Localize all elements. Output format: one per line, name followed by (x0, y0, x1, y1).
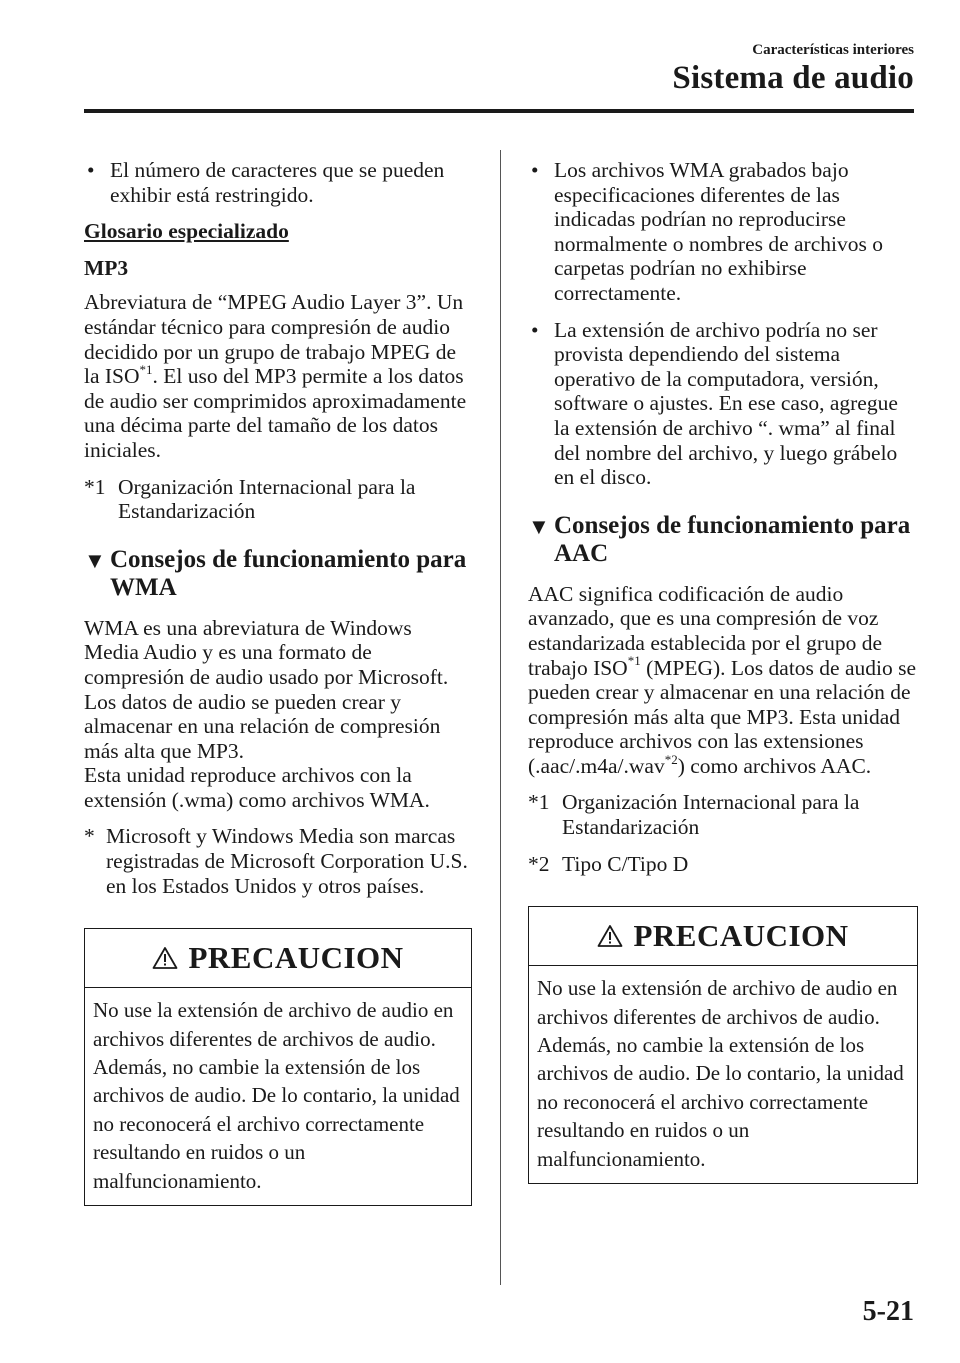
warning-triangle-icon (152, 946, 178, 970)
list-item-text: Los archivos WMA grabados bajo especificaciones diferentes de las indicadas podrían no reproducirse normalmente o nombres de archivos o carpetas podrían no exhibirse correctamente. (554, 158, 883, 305)
bullet-icon: • (87, 158, 95, 182)
page-title: Sistema de audio (672, 60, 914, 96)
list-item (528, 158, 918, 306)
list-item (84, 158, 472, 207)
right-column (528, 158, 918, 1184)
footnote-ref: *1 (627, 653, 641, 669)
footnote-text: Tipo C/Tipo D (562, 851, 689, 876)
footnote (528, 790, 918, 839)
bullet-icon: • (531, 158, 539, 182)
footnote (528, 852, 918, 877)
paragraph-text-end: ) como archivos AAC. (677, 753, 872, 778)
glossary-term: MP3 (84, 255, 129, 280)
footnote-mark: *1 (528, 790, 550, 815)
footnote (84, 475, 472, 524)
bullet-icon: • (531, 317, 539, 342)
paragraph-text: Esta unidad reproduce archivos con la extensión (.wma) como archivos WMA. (84, 763, 430, 812)
caution-box (84, 928, 472, 1206)
section-heading-aac (528, 512, 918, 568)
trademark-text: Microsoft y Windows Media son marcas registradas de Microsoft Corporation U.S. en los Estados Unidos y otros países. (106, 824, 468, 898)
glossary-title: Glosario especializado (84, 219, 289, 244)
caution-text: No use la extensión de archivo de audio en archivos diferentes de archivos de audio. Además, no cambie la extensión de los archivos de audio. De lo contario, la unidad no reconocerá el archivo correctamente resultando en ruidos o un malfuncionamiento. (537, 976, 904, 1171)
footnote-mark: *1 (84, 474, 106, 499)
list-item-text: El número de caracteres que se pueden exhibir está restringido. (110, 158, 445, 207)
paragraph (84, 616, 472, 764)
caution-text: No use la extensión de archivo de audio en archivos diferentes de archivos de audio. Además, no cambie la extensión de los archivos de audio. De lo contario, la unidad no reconocerá el archivo correctamente resultando en ruidos o un malfuncionamiento. (93, 998, 460, 1193)
footnote-mark: *2 (528, 851, 550, 876)
paragraph (84, 763, 472, 812)
header-rule (84, 109, 914, 113)
caution-header (529, 907, 917, 966)
paragraph-text: AAC significa codificación de audio avanzado, que es una compresión de voz estandarizada establecida por el grupo de trabajo ISO (528, 581, 882, 680)
paragraph-text-cont: (MPEG). Los datos de audio se pueden crear y almacenar en una relación de compresión más alta que MP3. Esta unidad reproduce archivos con las extensiones (.aac/.m4a/.wav (528, 655, 916, 778)
section-heading-wma (84, 546, 472, 602)
section-heading-text: Consejos de funcionamiento para AAC (554, 511, 911, 567)
caution-box (528, 906, 918, 1184)
section-triangle-icon: ▼ (528, 513, 550, 539)
footnote-text: Organización Internacional para la Estandarización (118, 474, 416, 524)
footnote-mark: * (84, 824, 95, 849)
definition-text-cont: . El uso del MP3 permite a los datos de audio ser comprimidos aproximadamente una décima parte del tamaño de los datos iniciales. (84, 364, 467, 462)
glossary-definition (84, 290, 472, 462)
list-item (528, 318, 918, 490)
definition-text: Abreviatura de “MPEG Audio Layer 3”. Un estándar técnico para compresión de audio decidido por un grupo de trabajo MPEG de la ISO (84, 290, 464, 389)
caution-title: PRECAUCION (633, 917, 849, 953)
section-heading-text: Consejos de funcionamiento para WMA (110, 545, 467, 601)
column-divider (500, 150, 501, 1285)
section-triangle-icon: ▼ (84, 547, 106, 573)
warning-triangle-icon (597, 924, 623, 948)
paragraph (528, 582, 918, 779)
paragraph-text: WMA es una abreviatura de Windows Media Audio y es una formato de compresión de audio usado por Microsoft. Los datos de audio se pueden crear y almacenar en una relación de compresión más alta que MP3. (84, 615, 449, 763)
footnote-ref: *1 (139, 362, 153, 377)
caution-header (85, 929, 471, 988)
trademark-note (84, 824, 472, 898)
chapter-title: Características interiores (752, 42, 914, 58)
footnote-text: Organización Internacional para la Estandarización (562, 790, 860, 840)
footnote-ref: *2 (664, 751, 678, 767)
caution-title: PRECAUCION (188, 939, 404, 975)
left-column (84, 158, 472, 1206)
list-item-text: La extensión de archivo podría no ser provista dependiendo del sistema operativo de la computadora, versión, software o ajustes. En ese caso, agregue la extensión de archivo “. wma” al final del nombre del archivo, y luego grábelo en el disco. (554, 317, 898, 490)
page-number: 5-21 (862, 1296, 914, 1327)
